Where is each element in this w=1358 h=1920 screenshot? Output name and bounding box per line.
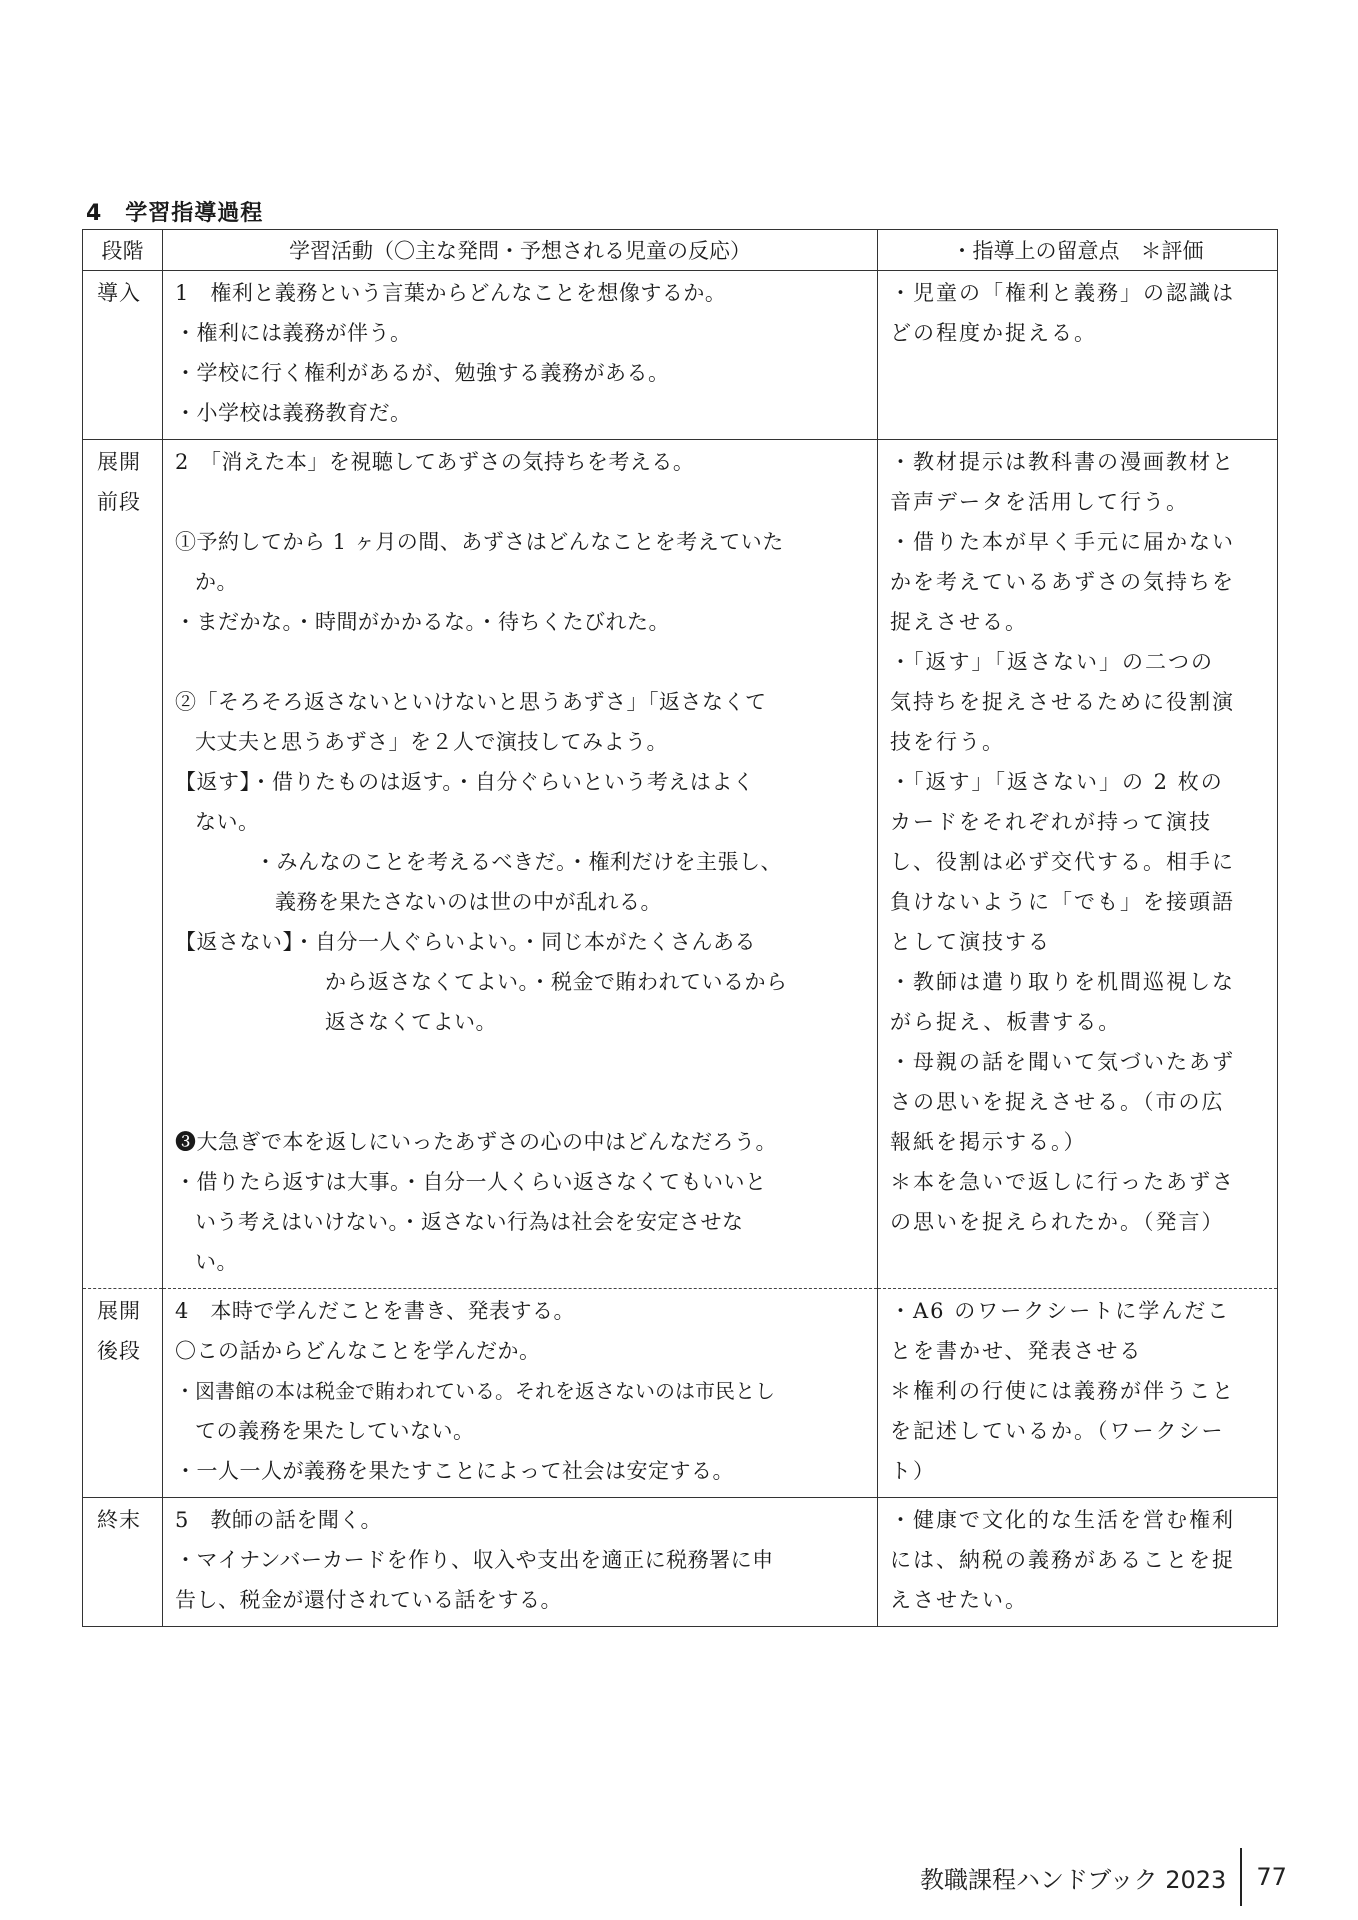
- activity-line: 【返す】・借りたものは返す。・自分ぐらいという考えはよく: [175, 770, 755, 794]
- activity-line: ②「そろそろ返さないといけないと思うあずさ」「返さなくて: [175, 690, 767, 714]
- notes-line: ＊権利の行使には義務が伴うこと: [890, 1379, 1235, 1403]
- activity-line: いう考えはいけない。・返さない行為は社会を安定させな: [195, 1210, 744, 1234]
- table-row: [83, 440, 1278, 1289]
- stage-label: 導入: [97, 281, 141, 305]
- notes-line: ・教師は遣り取りを机間巡視しな: [890, 970, 1235, 994]
- activity-cell: [163, 440, 878, 1289]
- notes-line: 報紙を掲示する。）: [890, 1130, 1087, 1154]
- notes-line: を記述しているか。（ワークシー: [890, 1419, 1225, 1443]
- notes-cell: [878, 1289, 1278, 1498]
- notes-line: ト）: [890, 1459, 936, 1483]
- stage-label: 前段: [97, 490, 141, 514]
- stage-label: 後段: [97, 1339, 141, 1363]
- stage-label: 展開: [97, 1299, 141, 1323]
- activity-line: ・図書館の本は税金で賄われている。それを返さないのは市民とし: [175, 1379, 775, 1403]
- notes-line: がら捉え、板書する。: [890, 1010, 1122, 1034]
- notes-line: 技を行う。: [890, 730, 1005, 754]
- notes-line: ・児童の「権利と義務」の認識は: [890, 281, 1235, 305]
- activity-line: 4 本時で学んだことを書き、発表する。: [175, 1299, 576, 1323]
- activity-cell: [163, 271, 878, 440]
- table-header-row: [83, 230, 1278, 271]
- notes-line: ・A6 のワークシートに学んだこ: [890, 1299, 1231, 1323]
- notes-line: かを考えているあずさの気持ちを: [890, 570, 1235, 594]
- activity-line: い。: [195, 1250, 238, 1274]
- stage-label: 展開: [97, 450, 141, 474]
- activity-line: ・権利には義務が伴う。: [175, 321, 412, 345]
- header-notes: ・指導上の留意点 ＊評価: [878, 230, 1278, 271]
- notes-line: とを書かせ、発表させる: [890, 1339, 1143, 1363]
- stage-cell: [83, 1289, 163, 1498]
- activity-line: ①予約してから 1 ヶ月の間、あずさはどんなことを考えていた: [175, 530, 784, 554]
- activity-line: 告し、税金が還付されている話をする。: [175, 1588, 562, 1612]
- activity-line: 返さなくてよい。: [325, 1010, 497, 1034]
- notes-line: 音声データを活用して行う。: [890, 490, 1189, 514]
- activity-line: ・一人一人が義務を果たすことによって社会は安定する。: [175, 1459, 734, 1483]
- activity-line: か。: [195, 570, 238, 594]
- notes-line: どの程度か捉える。: [890, 321, 1097, 345]
- notes-line: には、納税の義務があることを捉: [890, 1548, 1235, 1572]
- notes-cell: [878, 1498, 1278, 1627]
- lesson-plan-table: [82, 229, 1278, 1627]
- notes-line: ＊本を急いで返しに行ったあずさ: [890, 1170, 1235, 1194]
- notes-line: し、役割は必ず交代する。相手に: [890, 850, 1235, 874]
- header-activity: 学習活動（〇主な発問・予想される児童の反応）: [163, 230, 878, 271]
- activity-line: 大丈夫と思うあずさ」を２人で演技してみよう。: [195, 730, 668, 754]
- notes-line: ・「返す」「返さない」の 2 枚の: [890, 770, 1224, 794]
- footer-divider: [1240, 1848, 1242, 1906]
- activity-line: 【返さない】・自分一人ぐらいよい。・同じ本がたくさんある: [175, 930, 756, 954]
- activity-line: 2 「消えた本」を視聴してあずさの気持ちを考える。: [175, 450, 695, 474]
- notes-line: カードをそれぞれが持って演技: [890, 810, 1212, 834]
- page-footer: [920, 1848, 1287, 1906]
- stage-label: 終末: [97, 1508, 141, 1532]
- notes-line: ・教材提示は教科書の漫画教材と: [890, 450, 1235, 474]
- activity-line: ての義務を果たしていない。: [195, 1419, 475, 1443]
- notes-line: として演技する: [890, 930, 1051, 954]
- activity-line: ❸大急ぎで本を返しにいったあずさの心の中はどんなだろう。: [175, 1130, 777, 1154]
- activity-line: ・まだかな。・時間がかかるな。・待ちくたびれた。: [175, 610, 670, 634]
- activity-line: 1 権利と義務という言葉からどんなことを想像するか。: [175, 281, 727, 305]
- page-number: 77: [1256, 1863, 1287, 1891]
- notes-cell: [878, 271, 1278, 440]
- table-row: [83, 1289, 1278, 1498]
- table-row: [83, 271, 1278, 440]
- table-row: [83, 1498, 1278, 1627]
- notes-cell: [878, 440, 1278, 1289]
- notes-line: の思いを捉えられたか。（発言）: [890, 1210, 1225, 1234]
- section-title: 4 学習指導過程: [86, 201, 264, 226]
- notes-line: ・母親の話を聞いて気づいたあず: [890, 1050, 1235, 1074]
- activity-line: ・みんなのことを考えるべきだ。・権利だけを主張し、: [255, 850, 782, 874]
- header-stage: 段階: [83, 230, 163, 271]
- activity-line: ・学校に行く権利があるが、勉強する義務がある。: [175, 361, 670, 385]
- notes-line: ・健康で文化的な生活を営む権利: [890, 1508, 1235, 1532]
- activity-line: ない。: [195, 810, 260, 834]
- activity-cell: [163, 1289, 878, 1498]
- activity-cell: [163, 1498, 878, 1627]
- activity-line: から返さなくてよい。・税金で賄われているから: [325, 970, 788, 994]
- notes-line: さの思いを捉えさせる。（市の広: [890, 1090, 1225, 1114]
- notes-line: 負けないように「でも」を接頭語: [890, 890, 1235, 914]
- notes-line: 捉えさせる。: [890, 610, 1028, 634]
- activity-line: 5 教師の話を聞く。: [175, 1508, 382, 1532]
- activity-line: ・借りたら返すは大事。・自分一人くらい返さなくてもいいと: [175, 1170, 767, 1194]
- book-title: 教職課程ハンドブック 2023: [920, 1865, 1227, 1894]
- activity-line: 〇この話からどんなことを学んだか。: [175, 1339, 541, 1363]
- notes-line: ・借りた本が早く手元に届かない: [890, 530, 1235, 554]
- notes-line: ・「返す」「返さない」の二つの: [890, 650, 1214, 674]
- stage-cell: [83, 271, 163, 440]
- notes-line: えさせたい。: [890, 1588, 1028, 1612]
- notes-line: 気持ちを捉えさせるために役割演: [890, 690, 1235, 714]
- activity-line: ・マイナンバーカードを作り、収入や支出を適正に税務署に申: [175, 1548, 774, 1572]
- activity-line: 義務を果たさないのは世の中が乱れる。: [275, 890, 662, 914]
- activity-line: ・小学校は義務教育だ。: [175, 401, 412, 425]
- stage-cell: [83, 1498, 163, 1627]
- stage-cell: [83, 440, 163, 1289]
